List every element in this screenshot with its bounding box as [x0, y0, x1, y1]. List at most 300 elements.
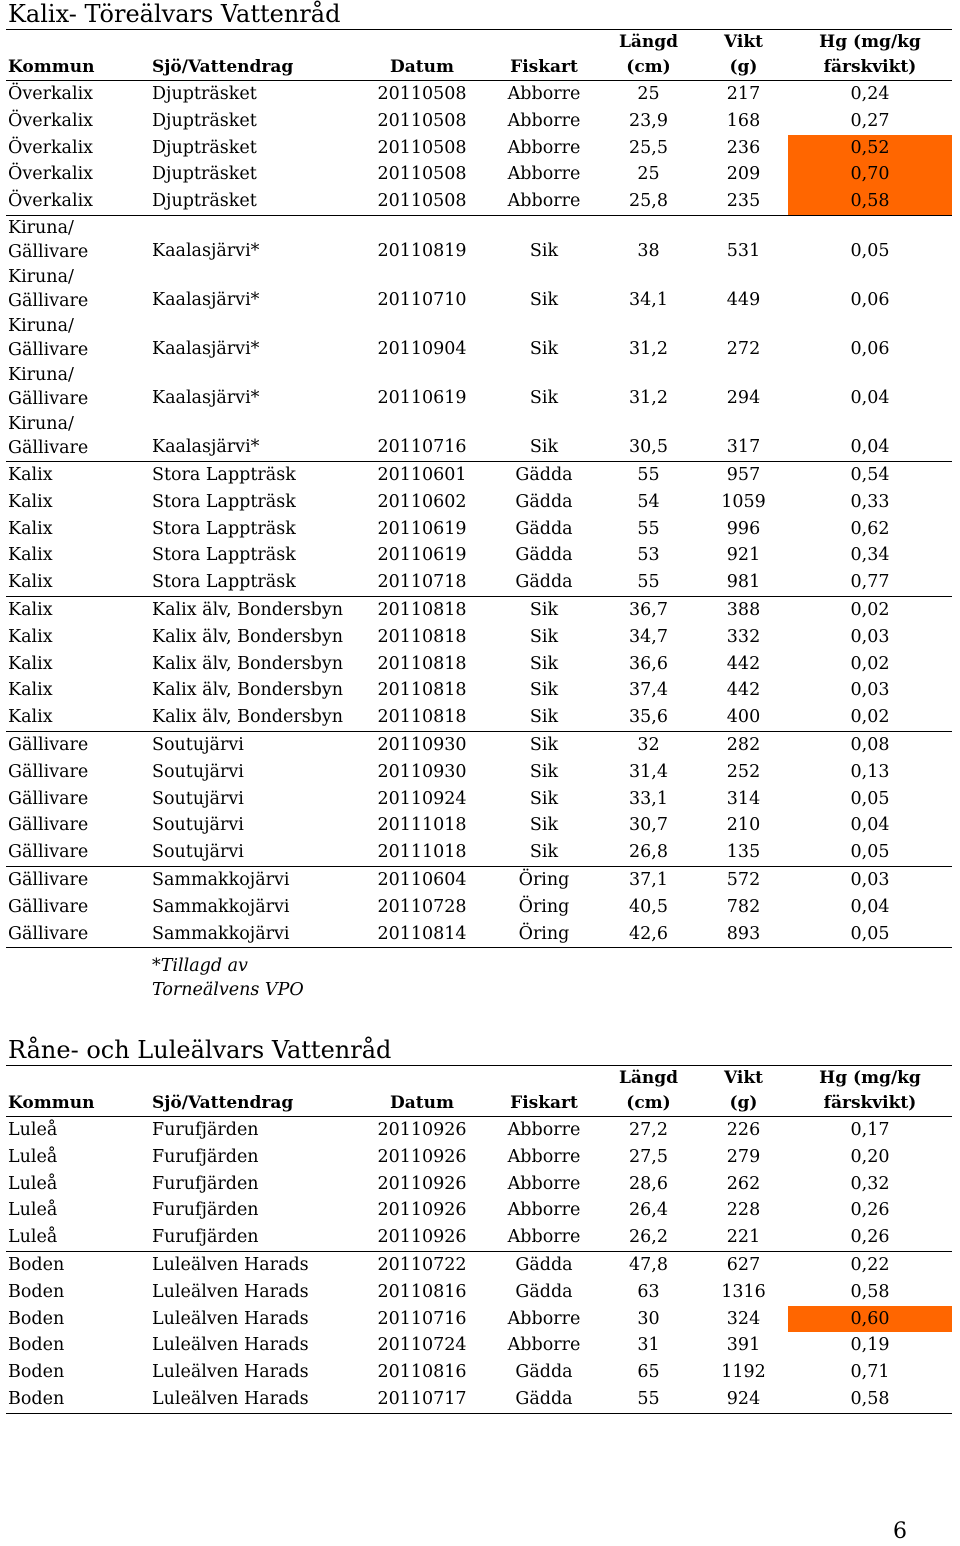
cell-fiskart: Abborre: [507, 137, 581, 158]
table-row: [6, 1279, 952, 1306]
section-kalix-torealvars: [6, 0, 952, 1002]
cell-kommun: [8, 412, 148, 461]
header-langd: [601, 30, 696, 80]
table-header: [6, 30, 952, 81]
cell-sjo: Kalix älv, Bondersbyn: [152, 707, 344, 728]
cell-hg: 0,71: [850, 1362, 890, 1383]
cell-kommun: Luleå: [8, 1227, 58, 1248]
page-number: 6: [893, 1519, 907, 1544]
table-header: [6, 1066, 952, 1117]
table-row: [6, 1306, 952, 1333]
cell-vikt: 217: [726, 84, 761, 104]
cell-datum: 20110926: [377, 1227, 467, 1248]
cell-datum: 20110716: [377, 436, 467, 457]
header-langd: [601, 1066, 696, 1116]
cell-kommun: Gällivare: [8, 815, 89, 836]
cell-langd: 34,1: [629, 289, 668, 310]
cell-vikt: 332: [726, 626, 761, 647]
cell-datum: 20110818: [377, 626, 467, 647]
cell-langd: 35,6: [629, 707, 668, 728]
cell-langd: 38: [637, 240, 660, 261]
cell-kommun: Gällivare: [8, 788, 89, 809]
cell-fiskart: Abborre: [507, 1227, 581, 1248]
table-row: [6, 1332, 952, 1359]
cell-hg: 0,17: [850, 1120, 890, 1140]
cell-vikt: 282: [726, 734, 761, 755]
cell-sjo: Luleälven Harads: [152, 1308, 309, 1329]
header-vikt: [696, 30, 791, 80]
cell-langd: 54: [637, 491, 660, 512]
cell-hg: 0,03: [850, 869, 890, 890]
cell-langd: 26,2: [629, 1227, 668, 1248]
cell-kommun-line1: Kiruna/: [8, 315, 74, 336]
header-hg-line1: Hg (mg/kg: [819, 32, 921, 52]
table-body: [6, 81, 952, 948]
footnote-line2: Torneälvens VPO: [152, 980, 304, 1001]
table-row: [6, 597, 952, 624]
cell-kommun: [8, 314, 148, 363]
footnote: [152, 948, 352, 1002]
cell-hg: 0,52: [788, 135, 952, 162]
cell-fiskart: Sik: [529, 387, 559, 408]
cell-langd: 26,8: [629, 842, 668, 863]
cell-sjo: Kaalasjärvi*: [152, 289, 260, 310]
cell-datum: 20110926: [377, 1146, 467, 1167]
cell-vikt: 921: [726, 545, 761, 566]
cell-datum: 20110818: [377, 599, 467, 620]
cell-kommun: Kalix: [8, 707, 53, 728]
cell-langd: 26,4: [629, 1200, 668, 1221]
cell-fiskart: Sik: [529, 788, 559, 809]
footnote-line1: *Tillagd av: [152, 956, 248, 977]
header-datum: Datum: [390, 57, 454, 77]
cell-vikt: 893: [726, 923, 761, 944]
cell-vikt: 252: [726, 761, 761, 782]
cell-datum: 20110601: [377, 464, 467, 485]
cell-datum: 20110814: [377, 923, 467, 944]
cell-fiskart: Gädda: [515, 545, 573, 566]
cell-datum: 20110819: [377, 240, 467, 261]
cell-fiskart: Sik: [529, 240, 559, 261]
cell-langd: 27,5: [629, 1146, 668, 1167]
row-group: [6, 867, 952, 948]
cell-kommun: Överkalix: [8, 164, 94, 185]
cell-fiskart: Öring: [518, 896, 570, 917]
cell-langd: 65: [637, 1362, 660, 1383]
cell-sjo: Djupträsket: [152, 191, 257, 212]
cell-langd: 31: [637, 1335, 660, 1356]
cell-fiskart: Sik: [529, 761, 559, 782]
cell-vikt: 279: [726, 1146, 761, 1167]
header-hg-line2: färskvikt): [823, 57, 917, 77]
cell-langd: 25,8: [629, 191, 668, 212]
cell-langd: 34,7: [629, 626, 668, 647]
cell-hg: 0,04: [850, 896, 890, 917]
cell-vikt: 235: [726, 191, 761, 212]
row-group: [6, 597, 952, 732]
header-hg: [788, 1066, 952, 1116]
cell-hg: 0,26: [850, 1227, 890, 1248]
cell-kommun: Kalix: [8, 653, 53, 674]
cell-datum: 20110717: [377, 1388, 467, 1409]
cell-sjo: Djupträsket: [152, 84, 257, 104]
table-row: [6, 921, 952, 948]
cell-langd: 47,8: [629, 1254, 668, 1275]
cell-fiskart: Abborre: [507, 1120, 581, 1140]
cell-langd: 28,6: [629, 1173, 668, 1194]
cell-langd: 40,5: [629, 896, 668, 917]
header-vikt-line1: Vikt: [724, 32, 763, 52]
cell-datum: 20110818: [377, 653, 467, 674]
header-vikt-line1: Vikt: [724, 1068, 763, 1088]
cell-fiskart: Gädda: [515, 1254, 573, 1275]
cell-hg: 0,24: [850, 84, 890, 104]
cell-sjo: Furufjärden: [152, 1146, 259, 1167]
cell-kommun: Luleå: [8, 1200, 58, 1221]
cell-sjo: Kaalasjärvi*: [152, 338, 260, 359]
table-row: [6, 839, 952, 866]
cell-datum: 20110930: [377, 734, 467, 755]
cell-langd: 30,7: [629, 815, 668, 836]
header-fiskart: Fiskart: [510, 1093, 578, 1113]
cell-sjo: Luleälven Harads: [152, 1281, 309, 1302]
cell-langd: 36,7: [629, 599, 668, 620]
cell-sjo: Soutujärvi: [152, 815, 244, 836]
cell-sjo: Kalix älv, Bondersbyn: [152, 599, 344, 620]
cell-datum: 20110508: [377, 164, 467, 185]
cell-sjo: Stora Lappträsk: [152, 464, 296, 485]
cell-hg: 0,60: [788, 1306, 952, 1333]
cell-vikt: 209: [726, 164, 761, 185]
cell-sjo: Djupträsket: [152, 164, 257, 185]
cell-vikt: 236: [726, 137, 761, 158]
cell-hg: 0,05: [850, 842, 890, 863]
cell-hg: 0,70: [788, 161, 952, 188]
cell-langd: 36,6: [629, 653, 668, 674]
cell-sjo: Kalix älv, Bondersbyn: [152, 626, 344, 647]
cell-sjo: Stora Lappträsk: [152, 545, 296, 566]
cell-hg: 0,27: [850, 110, 890, 131]
cell-kommun: Gällivare: [8, 734, 89, 755]
cell-vikt: 388: [726, 599, 761, 620]
table-row: [6, 489, 952, 516]
cell-kommun: Boden: [8, 1308, 65, 1329]
cell-datum: 20110818: [377, 680, 467, 701]
cell-hg: 0,02: [850, 653, 890, 674]
cell-kommun: [8, 216, 148, 265]
cell-kommun: [8, 363, 148, 412]
cell-fiskart: Gädda: [515, 518, 573, 539]
cell-fiskart: Öring: [518, 923, 570, 944]
cell-langd: 63: [637, 1281, 660, 1302]
cell-vikt: 957: [726, 464, 761, 485]
cell-fiskart: Gädda: [515, 1281, 573, 1302]
cell-kommun: Boden: [8, 1362, 65, 1383]
table-row: [6, 894, 952, 921]
cell-langd: 55: [637, 1388, 660, 1409]
cell-vikt: 442: [726, 680, 761, 701]
cell-hg: 0,05: [850, 788, 890, 809]
cell-datum: 20110724: [377, 1335, 467, 1356]
cell-sjo: Kaalasjärvi*: [152, 387, 260, 408]
cell-vikt: 226: [726, 1120, 761, 1140]
cell-vikt: 1316: [721, 1281, 766, 1302]
header-vikt-line2: (g): [729, 1093, 758, 1113]
cell-langd: 25: [637, 84, 660, 104]
table-row: [6, 516, 952, 543]
cell-sjo: Kalix älv, Bondersbyn: [152, 653, 344, 674]
cell-sjo: Djupträsket: [152, 110, 257, 131]
cell-sjo: Luleälven Harads: [152, 1362, 309, 1383]
cell-kommun: Kalix: [8, 626, 53, 647]
cell-datum: 20110508: [377, 84, 467, 104]
cell-hg: 0,54: [850, 464, 890, 485]
cell-sjo: Stora Lappträsk: [152, 491, 296, 512]
cell-kommun: Kalix: [8, 680, 53, 701]
cell-sjo: Furufjärden: [152, 1200, 259, 1221]
cell-kommun-line2: Gällivare: [8, 290, 89, 311]
cell-sjo: Kalix älv, Bondersbyn: [152, 680, 344, 701]
cell-datum: 20110926: [377, 1173, 467, 1194]
header-hg: [788, 30, 952, 80]
cell-hg: 0,02: [850, 707, 890, 728]
cell-sjo: Furufjärden: [152, 1227, 259, 1248]
table-row: [6, 188, 952, 215]
cell-datum: 20110728: [377, 896, 467, 917]
table-row: [6, 1359, 952, 1386]
cell-hg: 0,05: [850, 923, 890, 944]
section-title: Kalix- Töreälvars Vattenråd: [6, 0, 952, 30]
cell-sjo: Stora Lappträsk: [152, 518, 296, 539]
table-row: [6, 412, 952, 461]
cell-kommun: Gällivare: [8, 869, 89, 890]
cell-kommun: Gällivare: [8, 896, 89, 917]
cell-kommun: Kalix: [8, 599, 53, 620]
cell-langd: 33,1: [629, 788, 668, 809]
cell-vikt: 449: [726, 289, 761, 310]
cell-hg: 0,33: [850, 491, 890, 512]
cell-datum: 20110602: [377, 491, 467, 512]
cell-kommun: Luleå: [8, 1173, 58, 1194]
table-row: [6, 624, 952, 651]
table-row: [6, 677, 952, 704]
cell-fiskart: Sik: [529, 680, 559, 701]
cell-vikt: 1059: [721, 491, 766, 512]
cell-fiskart: Sik: [529, 734, 559, 755]
cell-hg: 0,04: [850, 387, 890, 408]
cell-fiskart: Abborre: [507, 1173, 581, 1194]
section-title: Råne- och Luleälvars Vattenråd: [6, 1036, 952, 1066]
header-datum: Datum: [390, 1093, 454, 1113]
cell-fiskart: Sik: [529, 626, 559, 647]
table-row: [6, 651, 952, 678]
cell-fiskart: Sik: [529, 599, 559, 620]
cell-vikt: 221: [726, 1227, 761, 1248]
cell-fiskart: Gädda: [515, 1388, 573, 1409]
cell-sjo: Soutujärvi: [152, 788, 244, 809]
cell-sjo: Sammakkojärvi: [152, 869, 290, 890]
cell-vikt: 294: [726, 387, 761, 408]
cell-hg: 0,05: [850, 240, 890, 261]
cell-kommun: Luleå: [8, 1146, 58, 1167]
section-rane-lulealvars: [6, 1036, 952, 1414]
cell-hg: 0,58: [850, 1281, 890, 1302]
cell-langd: 32: [637, 734, 660, 755]
cell-datum: 20110716: [377, 1308, 467, 1329]
cell-hg: 0,77: [850, 572, 890, 593]
cell-hg: 0,22: [850, 1254, 890, 1275]
table-row: [6, 1252, 952, 1279]
table-row: [6, 161, 952, 188]
table-row: [6, 108, 952, 135]
cell-vikt: 400: [726, 707, 761, 728]
cell-kommun: Boden: [8, 1335, 65, 1356]
cell-datum: 20110904: [377, 338, 467, 359]
cell-hg: 0,03: [850, 680, 890, 701]
row-group: [6, 732, 952, 867]
cell-fiskart: Sik: [529, 653, 559, 674]
cell-sjo: Furufjärden: [152, 1120, 259, 1140]
cell-datum: 20110926: [377, 1200, 467, 1221]
table-row: [6, 81, 952, 108]
cell-datum: 20110508: [377, 137, 467, 158]
cell-datum: 20110619: [377, 518, 467, 539]
table-row: [6, 732, 952, 759]
cell-kommun: Gällivare: [8, 923, 89, 944]
cell-datum: 20110816: [377, 1281, 467, 1302]
cell-vikt: 272: [726, 338, 761, 359]
cell-vikt: 1192: [721, 1362, 766, 1383]
cell-datum: 20110619: [377, 387, 467, 408]
cell-vikt: 262: [726, 1173, 761, 1194]
table-row: [6, 216, 952, 265]
table-row: [6, 314, 952, 363]
cell-fiskart: Abborre: [507, 1308, 581, 1329]
header-vikt: [696, 1066, 791, 1116]
cell-fiskart: Abborre: [507, 1146, 581, 1167]
cell-langd: 31,4: [629, 761, 668, 782]
cell-datum: 20110508: [377, 110, 467, 131]
cell-kommun: Kalix: [8, 518, 53, 539]
cell-datum: 20110722: [377, 1254, 467, 1275]
header-vikt-line2: (g): [729, 57, 758, 77]
cell-langd: 55: [637, 464, 660, 485]
cell-vikt: 627: [726, 1254, 761, 1275]
table-row: [6, 867, 952, 894]
cell-sjo: Soutujärvi: [152, 842, 244, 863]
cell-fiskart: Abborre: [507, 84, 581, 104]
header-hg-line1: Hg (mg/kg: [819, 1068, 921, 1088]
cell-fiskart: Sik: [529, 842, 559, 863]
cell-kommun: Överkalix: [8, 84, 94, 104]
cell-fiskart: Sik: [529, 338, 559, 359]
header-sjo: Sjö/Vattendrag: [152, 57, 294, 77]
cell-fiskart: Abborre: [507, 1335, 581, 1356]
cell-hg: 0,19: [850, 1335, 890, 1356]
cell-langd: 31,2: [629, 338, 668, 359]
cell-datum: 20110604: [377, 869, 467, 890]
cell-kommun: Överkalix: [8, 110, 94, 131]
cell-fiskart: Gädda: [515, 491, 573, 512]
cell-kommun: Kalix: [8, 572, 53, 593]
cell-kommun: Luleå: [8, 1120, 58, 1140]
cell-vikt: 317: [726, 436, 761, 457]
table-row: [6, 265, 952, 314]
table-row: [6, 569, 952, 596]
cell-hg: 0,04: [850, 815, 890, 836]
cell-hg: 0,08: [850, 734, 890, 755]
cell-langd: 30: [637, 1308, 660, 1329]
cell-datum: 20111018: [377, 815, 467, 836]
table-row: [6, 1117, 952, 1144]
cell-kommun: Boden: [8, 1254, 65, 1275]
header-sjo: Sjö/Vattendrag: [152, 1093, 294, 1113]
cell-hg: 0,02: [850, 599, 890, 620]
table-row: [6, 1224, 952, 1251]
cell-fiskart: Abborre: [507, 110, 581, 131]
cell-kommun: [8, 265, 148, 314]
cell-hg: 0,58: [850, 1388, 890, 1409]
cell-sjo: Soutujärvi: [152, 734, 244, 755]
cell-kommun: Överkalix: [8, 137, 94, 158]
header-hg-line2: färskvikt): [823, 1093, 917, 1113]
cell-vikt: 391: [726, 1335, 761, 1356]
cell-sjo: Djupträsket: [152, 137, 257, 158]
cell-kommun-line1: Kiruna/: [8, 217, 74, 238]
cell-vikt: 228: [726, 1200, 761, 1221]
cell-hg: 0,06: [850, 289, 890, 310]
cell-kommun-line1: Kiruna/: [8, 364, 74, 385]
cell-hg: 0,34: [850, 545, 890, 566]
cell-vikt: 782: [726, 896, 761, 917]
cell-kommun-line2: Gällivare: [8, 388, 89, 409]
cell-datum: 20110718: [377, 572, 467, 593]
cell-kommun: Gällivare: [8, 761, 89, 782]
table-row: [6, 462, 952, 489]
header-kommun: Kommun: [8, 1093, 95, 1113]
table-row: [6, 1197, 952, 1224]
cell-kommun-line2: Gällivare: [8, 241, 89, 262]
cell-fiskart: Sik: [529, 815, 559, 836]
cell-fiskart: Gädda: [515, 572, 573, 593]
cell-sjo: Furufjärden: [152, 1173, 259, 1194]
cell-kommun: Boden: [8, 1388, 65, 1409]
table-row: [6, 363, 952, 412]
cell-datum: 20110508: [377, 191, 467, 212]
cell-langd: 31,2: [629, 387, 668, 408]
cell-sjo: Sammakkojärvi: [152, 923, 290, 944]
cell-langd: 23,9: [629, 110, 668, 131]
cell-vikt: 924: [726, 1388, 761, 1409]
row-group: [6, 462, 952, 597]
table-row: [6, 759, 952, 786]
cell-fiskart: Gädda: [515, 1362, 573, 1383]
cell-hg: 0,20: [850, 1146, 890, 1167]
cell-vikt: 324: [726, 1308, 761, 1329]
table-row: [6, 542, 952, 569]
row-group: [6, 216, 952, 462]
cell-hg: 0,58: [788, 188, 952, 215]
cell-langd: 30,5: [629, 436, 668, 457]
cell-kommun: Kalix: [8, 545, 53, 566]
cell-langd: 55: [637, 572, 660, 593]
cell-kommun: Överkalix: [8, 191, 94, 212]
table-row: [6, 1386, 952, 1413]
cell-langd: 27,2: [629, 1120, 668, 1140]
header-langd-line1: Längd: [618, 1068, 679, 1088]
cell-fiskart: Sik: [529, 707, 559, 728]
cell-fiskart: Gädda: [515, 464, 573, 485]
